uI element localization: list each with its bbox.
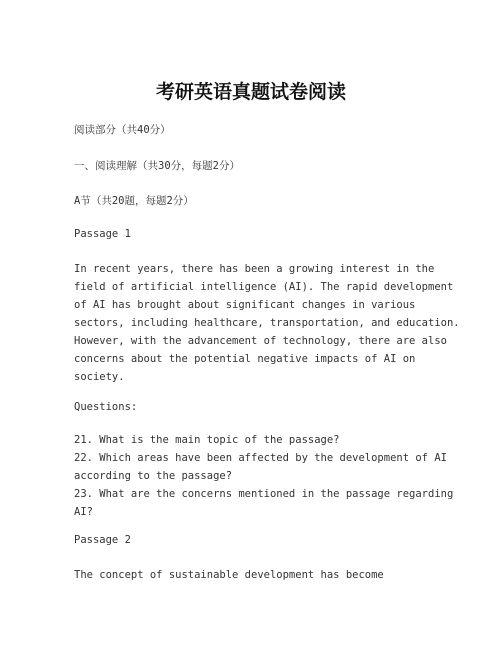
questions-list	[74, 431, 454, 521]
passage-1-line: society.	[74, 371, 125, 383]
question-line: according to the passage?	[74, 470, 233, 482]
passage-2-heading: Passage 2	[74, 534, 131, 546]
questions-heading: Questions:	[74, 401, 138, 413]
passage-1-body	[74, 260, 460, 386]
passage-1-line: However, with the advancement of technology, there are also	[74, 335, 447, 347]
document-title: 考研英语真题试卷阅读	[155, 81, 346, 103]
passage-1-line: concerns about the potential negative impacts of AI on	[74, 353, 416, 365]
passage-2-line: The concept of sustainable development has become	[74, 569, 384, 581]
subsection-heading: A节（共20题，每题2分）	[74, 195, 194, 207]
passage-1-heading: Passage 1	[74, 228, 131, 240]
question-line: 23. What are the concerns mentioned in the passage regarding	[74, 488, 454, 500]
part-heading: 一、阅读理解（共30分，每题2分）	[74, 160, 240, 172]
passage-2-body	[74, 566, 434, 584]
passage-1-line: of AI has brought about significant changes in various	[74, 299, 416, 311]
passage-1-line: sectors, including healthcare, transportation, and education.	[74, 317, 460, 329]
passage-1-line: In recent years, there has been a growing interest in the	[74, 263, 435, 275]
question-line: AI?	[74, 506, 93, 518]
question-line: 22. Which areas have been affected by the development of AI	[74, 452, 447, 464]
question-line: 21. What is the main topic of the passage?	[74, 434, 340, 446]
section-heading: 阅读部分（共40分）	[74, 124, 171, 136]
passage-1-line: field of artificial intelligence (AI). The rapid development	[74, 281, 454, 293]
